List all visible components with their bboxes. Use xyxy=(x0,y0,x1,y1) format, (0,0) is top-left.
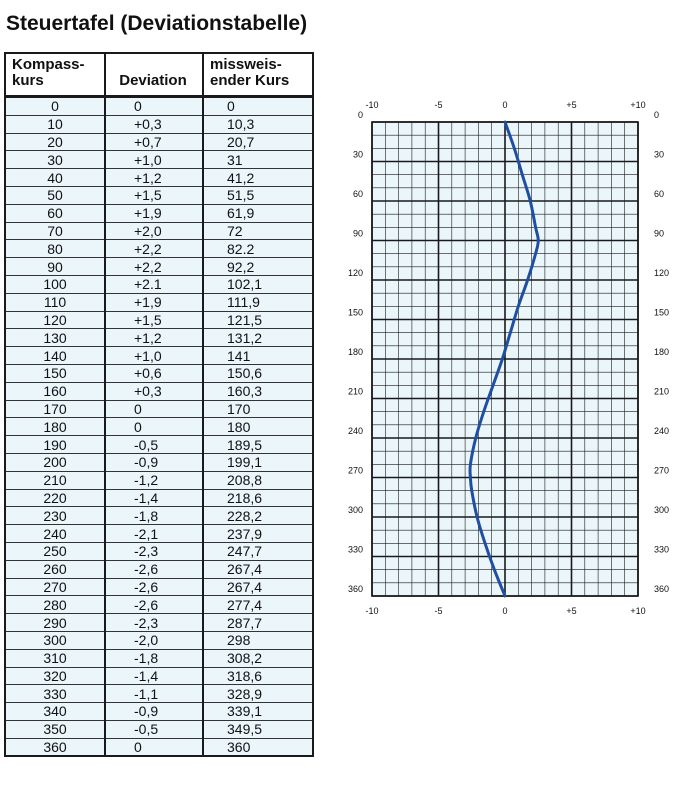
cell-kompasskurs: 180 xyxy=(5,418,105,436)
y-tick-label-right: 330 xyxy=(654,544,670,555)
cell-kompasskurs: 120 xyxy=(5,311,105,329)
cell-kompasskurs: 50 xyxy=(5,186,105,204)
table-row xyxy=(5,720,313,738)
cell-deviation: -1,2 xyxy=(105,471,203,489)
table-row xyxy=(5,97,313,116)
cell-missweisender-kurs: 0 xyxy=(203,97,313,116)
cell-missweisender-kurs: 20,7 xyxy=(203,133,313,151)
cell-kompasskurs: 130 xyxy=(5,329,105,347)
cell-missweisender-kurs: 308,2 xyxy=(203,649,313,667)
y-tick-label-right: 60 xyxy=(654,189,665,199)
cell-missweisender-kurs: 267,4 xyxy=(203,560,313,578)
y-tick-label-left: 270 xyxy=(347,465,363,476)
cell-kompasskurs: 100 xyxy=(5,275,105,293)
cell-kompasskurs: 190 xyxy=(5,436,105,454)
cell-missweisender-kurs: 328,9 xyxy=(203,685,313,703)
cell-deviation: +1,5 xyxy=(105,311,203,329)
cell-deviation: -2,6 xyxy=(105,560,203,578)
cell-kompasskurs: 30 xyxy=(5,151,105,169)
cell-kompasskurs: 20 xyxy=(5,133,105,151)
cell-deviation: -2,6 xyxy=(105,596,203,614)
x-tick-label-bottom: 0 xyxy=(502,606,508,616)
header-deviation: Deviation xyxy=(105,53,203,97)
table-row xyxy=(5,275,313,293)
cell-missweisender-kurs: 141 xyxy=(203,347,313,365)
cell-kompasskurs: 170 xyxy=(5,400,105,418)
cell-deviation: -1,4 xyxy=(105,489,203,507)
cell-missweisender-kurs: 360 xyxy=(203,738,313,756)
table-row xyxy=(5,293,313,311)
cell-deviation: -0,5 xyxy=(105,720,203,738)
table-row xyxy=(5,489,313,507)
table-row xyxy=(5,151,313,169)
cell-kompasskurs: 230 xyxy=(5,507,105,525)
y-tick-label-right: 0 xyxy=(654,110,660,120)
cell-deviation: +1,2 xyxy=(105,329,203,347)
table-row xyxy=(5,507,313,525)
cell-deviation: -2,6 xyxy=(105,578,203,596)
table-row xyxy=(5,364,313,382)
cell-missweisender-kurs: 150,6 xyxy=(203,364,313,382)
cell-kompasskurs: 260 xyxy=(5,560,105,578)
cell-kompasskurs: 10 xyxy=(5,115,105,133)
cell-deviation: 0 xyxy=(105,418,203,436)
table-row xyxy=(5,471,313,489)
deviation-chart xyxy=(332,96,682,626)
y-tick-label-right: 300 xyxy=(654,505,670,515)
table-row xyxy=(5,453,313,471)
cell-kompasskurs: 110 xyxy=(5,293,105,311)
cell-missweisender-kurs: 247,7 xyxy=(203,542,313,560)
y-tick-label-left: 150 xyxy=(347,307,363,318)
cell-deviation: -2,3 xyxy=(105,542,203,560)
table-row xyxy=(5,436,313,454)
cell-deviation: -0,9 xyxy=(105,703,203,721)
cell-missweisender-kurs: 170 xyxy=(203,400,313,418)
cell-deviation: -2,0 xyxy=(105,631,203,649)
cell-deviation: -1,8 xyxy=(105,649,203,667)
y-tick-label-left: 300 xyxy=(347,505,363,515)
table-row xyxy=(5,525,313,543)
page-title: Steuertafel (Deviationstabelle) xyxy=(6,12,308,35)
y-tick-label-right: 30 xyxy=(654,149,665,160)
cell-missweisender-kurs: 267,4 xyxy=(203,578,313,596)
cell-deviation: +0,3 xyxy=(105,382,203,400)
cell-kompasskurs: 90 xyxy=(5,258,105,276)
y-tick-label-left: 0 xyxy=(357,110,363,120)
y-tick-label-right: 90 xyxy=(654,228,665,239)
cell-kompasskurs: 140 xyxy=(5,347,105,365)
cell-missweisender-kurs: 237,9 xyxy=(203,525,313,543)
cell-missweisender-kurs: 199,1 xyxy=(203,453,313,471)
cell-kompasskurs: 210 xyxy=(5,471,105,489)
y-tick-label-left: 60 xyxy=(352,189,363,199)
cell-kompasskurs: 330 xyxy=(5,685,105,703)
table-row xyxy=(5,614,313,632)
table-row xyxy=(5,560,313,578)
cell-kompasskurs: 300 xyxy=(5,631,105,649)
cell-deviation: -1,8 xyxy=(105,507,203,525)
table-row xyxy=(5,400,313,418)
cell-deviation: -2,3 xyxy=(105,614,203,632)
cell-missweisender-kurs: 121,5 xyxy=(203,311,313,329)
cell-missweisender-kurs: 102,1 xyxy=(203,275,313,293)
x-tick-label-top: +5 xyxy=(566,100,577,110)
cell-kompasskurs: 290 xyxy=(5,614,105,632)
cell-kompasskurs: 220 xyxy=(5,489,105,507)
cell-kompasskurs: 280 xyxy=(5,596,105,614)
cell-kompasskurs: 200 xyxy=(5,453,105,471)
y-tick-label-left: 120 xyxy=(347,268,363,278)
cell-kompasskurs: 350 xyxy=(5,720,105,738)
cell-missweisender-kurs: 92,2 xyxy=(203,258,313,276)
cell-kompasskurs: 270 xyxy=(5,578,105,596)
cell-deviation: +2,2 xyxy=(105,240,203,258)
cell-deviation: 0 xyxy=(105,400,203,418)
y-tick-label-right: 180 xyxy=(654,347,670,357)
x-tick-label-bottom: -10 xyxy=(365,606,379,616)
y-tick-label-left: 360 xyxy=(347,584,363,594)
cell-deviation: 0 xyxy=(105,738,203,756)
cell-missweisender-kurs: 349,5 xyxy=(203,720,313,738)
y-tick-label-right: 360 xyxy=(654,584,670,594)
y-tick-label-right: 210 xyxy=(654,386,670,397)
cell-missweisender-kurs: 189,5 xyxy=(203,436,313,454)
deviation-table xyxy=(4,52,314,757)
cell-missweisender-kurs: 131,2 xyxy=(203,329,313,347)
y-tick-label-right: 240 xyxy=(654,426,670,436)
cell-missweisender-kurs: 318,6 xyxy=(203,667,313,685)
x-tick-label-top: 0 xyxy=(502,100,508,110)
table-row xyxy=(5,169,313,187)
cell-kompasskurs: 40 xyxy=(5,169,105,187)
cell-kompasskurs: 80 xyxy=(5,240,105,258)
cell-kompasskurs: 240 xyxy=(5,525,105,543)
table-row xyxy=(5,685,313,703)
table-row xyxy=(5,222,313,240)
cell-kompasskurs: 250 xyxy=(5,542,105,560)
cell-deviation: 0 xyxy=(105,97,203,116)
cell-deviation: +1,9 xyxy=(105,204,203,222)
cell-missweisender-kurs: 339,1 xyxy=(203,703,313,721)
cell-missweisender-kurs: 111,9 xyxy=(203,293,313,311)
grid xyxy=(372,122,638,596)
header-kompasskurs: Kompass- kurs xyxy=(5,53,105,97)
x-tick-label-bottom: +10 xyxy=(630,606,646,616)
cell-deviation: +1,9 xyxy=(105,293,203,311)
cell-deviation: +1,5 xyxy=(105,186,203,204)
cell-deviation: +0,3 xyxy=(105,115,203,133)
cell-missweisender-kurs: 180 xyxy=(203,418,313,436)
cell-kompasskurs: 320 xyxy=(5,667,105,685)
table-row xyxy=(5,418,313,436)
cell-missweisender-kurs: 160,3 xyxy=(203,382,313,400)
cell-missweisender-kurs: 228,2 xyxy=(203,507,313,525)
cell-deviation: +0,6 xyxy=(105,364,203,382)
cell-missweisender-kurs: 41,2 xyxy=(203,169,313,187)
table-row xyxy=(5,703,313,721)
cell-deviation: -0,9 xyxy=(105,453,203,471)
cell-kompasskurs: 150 xyxy=(5,364,105,382)
cell-kompasskurs: 340 xyxy=(5,703,105,721)
x-tick-label-bottom: -5 xyxy=(434,606,443,616)
table-row xyxy=(5,311,313,329)
y-tick-label-left: 240 xyxy=(347,426,363,436)
table-row xyxy=(5,578,313,596)
cell-missweisender-kurs: 61,9 xyxy=(203,204,313,222)
header-missweisender-kurs: missweis- ender Kurs xyxy=(203,53,313,97)
deviation-table-body xyxy=(5,97,313,757)
table-row xyxy=(5,596,313,614)
cell-deviation: -1,4 xyxy=(105,667,203,685)
y-tick-label-left: 210 xyxy=(347,386,363,397)
cell-deviation: +1,0 xyxy=(105,151,203,169)
cell-deviation: +2,0 xyxy=(105,222,203,240)
cell-missweisender-kurs: 51,5 xyxy=(203,186,313,204)
table-row xyxy=(5,542,313,560)
cell-deviation: +0,7 xyxy=(105,133,203,151)
y-tick-label-left: 330 xyxy=(347,544,363,555)
y-tick-label-right: 270 xyxy=(654,465,670,476)
table-row xyxy=(5,649,313,667)
cell-missweisender-kurs: 82.2 xyxy=(203,240,313,258)
y-tick-label-left: 180 xyxy=(347,347,363,357)
x-tick-label-bottom: +5 xyxy=(566,606,577,616)
table-row xyxy=(5,133,313,151)
table-header-row xyxy=(5,53,313,97)
cell-deviation: +1,2 xyxy=(105,169,203,187)
cell-missweisender-kurs: 10,3 xyxy=(203,115,313,133)
x-tick-label-top: -5 xyxy=(434,100,443,110)
y-tick-label-right: 120 xyxy=(654,268,670,278)
table-row xyxy=(5,631,313,649)
table-row xyxy=(5,347,313,365)
table-row xyxy=(5,115,313,133)
table-row xyxy=(5,329,313,347)
y-tick-label-right: 150 xyxy=(654,307,670,318)
table-row xyxy=(5,738,313,756)
table-row xyxy=(5,240,313,258)
table-row xyxy=(5,186,313,204)
cell-deviation: +2,2 xyxy=(105,258,203,276)
cell-kompasskurs: 360 xyxy=(5,738,105,756)
cell-missweisender-kurs: 31 xyxy=(203,151,313,169)
cell-kompasskurs: 160 xyxy=(5,382,105,400)
cell-missweisender-kurs: 298 xyxy=(203,631,313,649)
table-row xyxy=(5,382,313,400)
cell-missweisender-kurs: 287,7 xyxy=(203,614,313,632)
x-tick-label-top: -10 xyxy=(365,100,379,110)
cell-kompasskurs: 70 xyxy=(5,222,105,240)
cell-kompasskurs: 60 xyxy=(5,204,105,222)
table-row xyxy=(5,667,313,685)
cell-deviation: -1,1 xyxy=(105,685,203,703)
cell-kompasskurs: 310 xyxy=(5,649,105,667)
cell-missweisender-kurs: 72 xyxy=(203,222,313,240)
y-tick-label-left: 30 xyxy=(352,149,363,160)
table-row xyxy=(5,258,313,276)
cell-deviation: -0,5 xyxy=(105,436,203,454)
cell-missweisender-kurs: 218,6 xyxy=(203,489,313,507)
cell-missweisender-kurs: 277,4 xyxy=(203,596,313,614)
cell-deviation: +1,0 xyxy=(105,347,203,365)
table-row xyxy=(5,204,313,222)
cell-deviation: +2.1 xyxy=(105,275,203,293)
cell-kompasskurs: 0 xyxy=(5,97,105,116)
cell-deviation: -2,1 xyxy=(105,525,203,543)
x-tick-label-top: +10 xyxy=(630,100,646,110)
y-tick-label-left: 90 xyxy=(352,228,363,239)
cell-missweisender-kurs: 208,8 xyxy=(203,471,313,489)
